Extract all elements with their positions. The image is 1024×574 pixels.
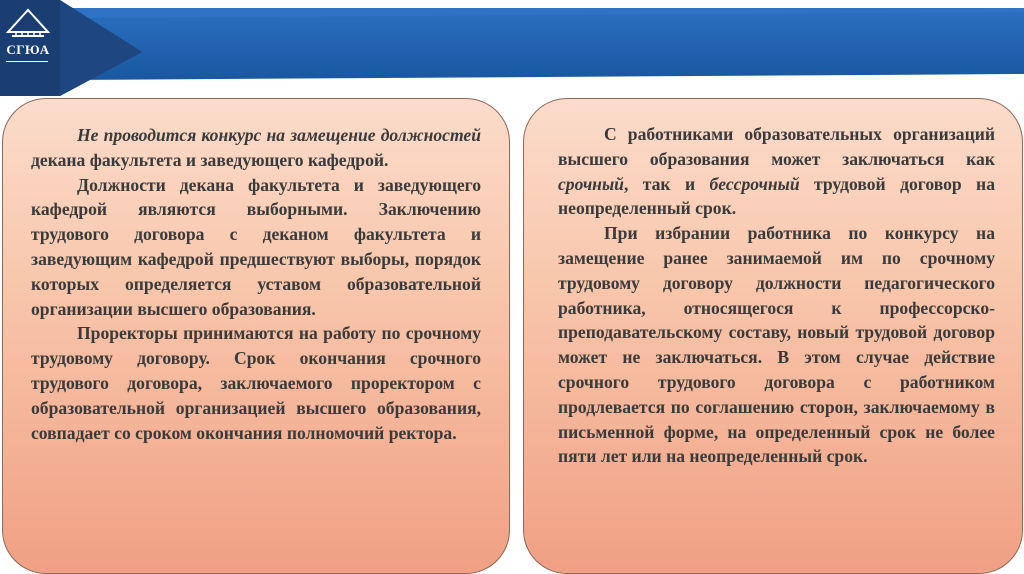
- logo-text: СГЮА: [6, 42, 50, 57]
- right-p1-italic-fixed-term: срочный: [558, 173, 624, 194]
- logo-underline: [6, 61, 48, 62]
- left-paragraph-3: Проректоры принимаются на работу по срочному трудовому договору. Срок окончания срочного трудового договора, заключаемого проректором с образовательной организацией высшего образования, совпадает со сроком окончания полномочий ректора.: [31, 323, 481, 443]
- header-band: [0, 0, 1024, 96]
- right-p1-italic-indefinite: бессрочный: [709, 173, 800, 194]
- right-p1-part3: трудовой договор на неопределенный срок.: [558, 173, 995, 219]
- left-text-panel: [2, 98, 510, 574]
- building-emblem-icon: [0, 2, 56, 42]
- right-p1-part1: С работниками образовательных организаций высшего образования может заключаться как: [558, 124, 995, 169]
- left-paragraph-1: [31, 123, 481, 173]
- left-paragraph-2: Должности декана факультета и заведующего кафедрой являются выборными. Заключению трудового договора с деканом факультета и заведующим кафедрой предшествуют выборы, порядок которых определяется уставом образовательной организации высшего образования.: [31, 174, 481, 319]
- right-p1-part2: , так и: [623, 173, 710, 194]
- logo: [0, 0, 60, 96]
- right-text-panel: [523, 98, 1023, 574]
- right-paragraph-2: При избрании работника по конкурсу на замещение ранее занимаемой им по срочному трудовому договору должности педагогического работника, относящегося к профессорско-преподавательскому составу, новый трудовой договор может не заключаться. В этом случае действие срочного трудового договора с работником продлевается по соглашению сторон, заключаемому в письменной форме, на определенный срок не более пяти лет или на неопределенный срок.: [558, 223, 995, 467]
- left-p1-rest: декана факультета и заведующего кафедрой.: [31, 149, 389, 170]
- left-p1-italic: Не проводится конкурс на замещение должностей: [77, 125, 481, 145]
- right-paragraph-1: [558, 122, 995, 221]
